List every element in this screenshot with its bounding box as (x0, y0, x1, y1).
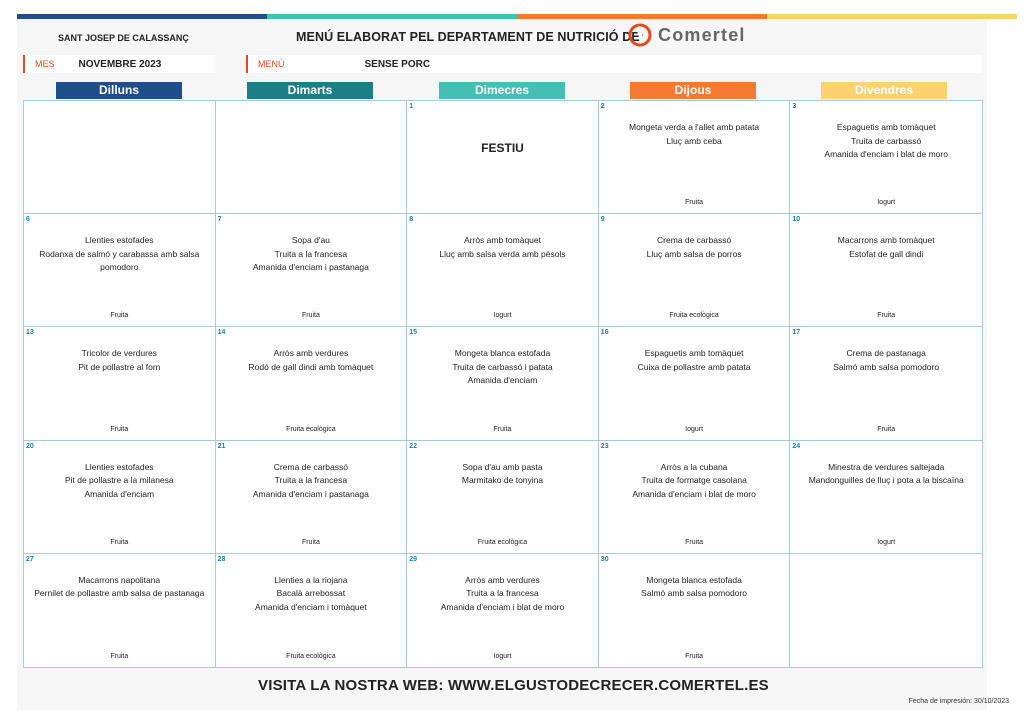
day-number: 17 (792, 329, 801, 337)
color-strip (17, 14, 1017, 19)
dish-item: Salmó amb salsa pomodoro (833, 361, 940, 372)
dish-item: Macarrons amb tomàquet (837, 235, 935, 246)
day-number: 30 (600, 555, 609, 563)
dish-item: Pernilet de pollastre amb salsa de pastanaga (34, 588, 205, 599)
menu-type-value: SENSE PORC (364, 58, 431, 70)
month-value: NOVEMBRE 2023 (78, 58, 162, 70)
dish-item: Pit de pollastre al forn (78, 361, 161, 372)
calendar-cell (790, 327, 982, 440)
dessert-label: Fruita (110, 652, 129, 660)
dish-list (790, 121, 982, 162)
print-date: Fecha de impresión: 30/10/2023 (908, 698, 1009, 705)
dish-item: Amanida d'enciam i blat de moro (824, 149, 948, 159)
dish-item: Llenties estofades (85, 235, 154, 246)
dessert-label: Fruita ecològica (286, 425, 336, 433)
calendar-cell (599, 554, 791, 667)
calendar-cell (599, 214, 791, 327)
dish-item: Llenties estofades (85, 461, 154, 472)
day-number: 2 (600, 103, 605, 110)
dish-list (790, 461, 982, 488)
dessert-label: Iogurt (685, 425, 704, 433)
dish-list (407, 461, 598, 488)
calendar-cell (407, 101, 599, 214)
day-number: 24 (792, 442, 801, 450)
calendar-cell (407, 441, 599, 554)
dish-item: Pit de pollastre a la milanesa (64, 475, 174, 486)
menu-title: MENÚ ELABORAT PEL DEPARTAMENT DE NUTRICIÓ DE: (296, 30, 645, 44)
day-header-divendres: Divendres (821, 82, 947, 99)
dessert-label: Fruita (685, 652, 704, 660)
dish-list (24, 461, 215, 502)
dessert-label: Fruita ecològica (286, 652, 336, 660)
day-header-dimecres: Dimecres (439, 82, 565, 99)
dish-item: Amanida d'enciam i pastanaga (252, 262, 369, 273)
dish-item: Amanida d'enciam (467, 375, 538, 386)
dish-item: Lluç amb salsa verda amb pèsols (439, 248, 566, 259)
dish-item: Mongeta blanca estofada (646, 574, 742, 585)
dish-item: Truita a la francesa (466, 588, 539, 599)
day-number: 29 (409, 555, 417, 563)
dish-list (24, 347, 215, 374)
dessert-label: Fruita (301, 312, 320, 320)
dessert-label: Fruita ecològica (669, 312, 719, 320)
dish-item: Mongeta verda a l'allet amb patata (629, 122, 760, 132)
comertel-swirl-icon (628, 23, 652, 47)
calendar-cell (24, 554, 216, 667)
dish-list (216, 461, 407, 502)
calendar-cell (216, 327, 408, 440)
day-number: 8 (409, 216, 414, 224)
calendar-cell (790, 554, 982, 667)
comertel-logo (628, 23, 746, 47)
dish-item: Amanida d'enciam i tomàquet (255, 601, 367, 612)
dish-list (599, 461, 790, 502)
dish-list (599, 234, 790, 261)
dish-list (599, 121, 790, 148)
dessert-label: Iogurt (877, 538, 896, 546)
calendar-cell (24, 214, 216, 327)
dish-item: Truita de carbassó i patata (452, 361, 553, 372)
calendar-cell (216, 441, 408, 554)
day-header-dilluns: Dilluns (56, 82, 182, 99)
month-label: MES (35, 59, 55, 69)
day-number: 13 (26, 329, 34, 337)
calendar-cell (599, 327, 791, 440)
school-name: SANT JOSEP DE CALASSANÇ (58, 33, 189, 43)
dessert-label: Fruita (493, 425, 512, 433)
dessert-label: Fruita (685, 199, 704, 207)
calendar-cell (790, 101, 982, 214)
day-number: 22 (409, 442, 417, 450)
dish-item: Salmó amb salsa pomodoro (641, 588, 748, 599)
dish-list (216, 574, 407, 615)
day-header-dijous: Dijous (630, 82, 756, 99)
dish-item: Cuixa de pollastre amb patata (637, 361, 751, 372)
dessert-label: Fruita (110, 425, 129, 433)
calendar-cell (24, 327, 216, 440)
dessert-label: Fruita (877, 425, 896, 433)
dish-item: Marmitako de tonyina (461, 475, 544, 486)
dish-item: Llenties a la riojana (274, 574, 348, 585)
dish-item: Arròs amb verdures (465, 574, 540, 585)
calendar-cell (599, 101, 791, 214)
dessert-label: Fruita (877, 312, 896, 320)
day-number: 10 (792, 216, 801, 224)
dish-item: Espaguetis amb tomàquet (836, 122, 936, 132)
brand-name: Comertel (658, 24, 746, 45)
dessert-label: Iogurt (493, 312, 512, 320)
dish-list (24, 234, 215, 275)
dish-item: Truita a la francesa (274, 248, 348, 259)
dish-item: Mandonguilles de lluç i pota a la biscaïna (808, 475, 964, 486)
calendar-cell (599, 441, 791, 554)
day-number: 20 (26, 442, 34, 450)
dish-list (407, 347, 598, 388)
dish-item: Crema de carbassó (657, 235, 732, 246)
dish-item: Estofat de gall dindi (849, 248, 924, 259)
dish-item: Rodó de gall dindi amb tomàquet (248, 361, 374, 372)
dish-item: Sopa d'au (291, 235, 330, 246)
dish-item: Amanida d'enciam i blat de moro (632, 488, 756, 499)
dish-list (790, 234, 982, 261)
dish-item: Minestra de verdures saltejada (828, 461, 945, 472)
day-number: 21 (217, 442, 226, 450)
calendar-cell (216, 101, 408, 214)
day-number: 23 (600, 442, 609, 450)
dish-item: Truita a la francesa (274, 475, 348, 486)
dish-item: Lluç amb ceba (666, 135, 722, 146)
day-number: 3 (792, 103, 797, 110)
dessert-label: Fruita (110, 538, 129, 546)
dish-item: Truita de formatge casolana (641, 475, 747, 486)
calendar-cell (24, 101, 216, 214)
dessert-label: Fruita ecològica (477, 538, 528, 546)
day-number: 6 (26, 216, 30, 224)
day-header-dimarts: Dimarts (247, 82, 373, 99)
calendar-cell (216, 214, 408, 327)
calendar-cell (407, 554, 599, 667)
dish-item: Truita de carbassó (851, 135, 922, 146)
day-number: 27 (26, 555, 34, 563)
dish-item: Sopa d'au amb pasta (462, 461, 543, 472)
dish-list (599, 347, 790, 374)
menu-type-field (246, 55, 982, 73)
calendar-cell (24, 441, 216, 554)
dish-list (790, 347, 982, 374)
website-banner: VISITA LA NOSTRA WEB: WWW.ELGUSTODECRECER.COMERTEL.ES (258, 677, 769, 694)
dish-item: Lluç amb salsa de porros (646, 248, 742, 259)
dish-item: Tricolor de verdures (81, 348, 157, 359)
dish-list (216, 347, 407, 374)
dish-item: Mongeta blanca estofada (454, 348, 551, 359)
dish-item: Arròs amb verdures (273, 348, 349, 359)
dish-item: Amanida d'enciam (84, 488, 155, 499)
day-number: 7 (217, 216, 222, 224)
month-field (23, 55, 215, 73)
dish-item: Crema de pastanaga (846, 348, 926, 359)
dessert-label: Iogurt (877, 199, 896, 207)
calendar-cell (216, 554, 408, 667)
dish-list (24, 574, 215, 601)
dish-item: Rodanxa de salmó y carabassa amb salsa pomodoro (39, 248, 200, 273)
calendar-cell (790, 214, 982, 327)
menu-type-label: MENÚ (258, 59, 285, 69)
menu-calendar (23, 100, 983, 668)
dish-list (407, 234, 598, 261)
dish-item: Arròs a la cubana (660, 461, 728, 472)
dish-item: Arròs amb tomàquet (463, 235, 541, 246)
dish-item: Macarrons napolitana (78, 574, 161, 585)
dish-item: Bacalà arrebossat (276, 588, 346, 599)
dessert-label: Fruita (685, 538, 704, 546)
dish-list (407, 574, 598, 615)
dish-item: Amanida d'enciam i blat de moro (440, 601, 565, 612)
calendar-cell (790, 441, 982, 554)
dessert-label: Fruita (110, 312, 129, 320)
dish-list (599, 574, 790, 601)
calendar-cell (407, 327, 599, 440)
dessert-label: Fruita (301, 538, 320, 546)
day-number: 15 (409, 329, 417, 337)
dish-item: Amanida d'enciam i pastanaga (252, 488, 369, 499)
dessert-label: Iogurt (493, 652, 512, 660)
dish-item: Espaguetis amb tomàquet (644, 348, 744, 359)
day-number: 28 (217, 555, 226, 563)
holiday-label: FESTIU (481, 141, 524, 155)
day-number: 14 (217, 329, 226, 337)
day-number: 1 (409, 103, 414, 110)
dish-item: Crema de carbassó (273, 461, 348, 472)
day-number: 9 (600, 216, 605, 224)
dish-list (216, 234, 407, 275)
day-number: 16 (600, 329, 609, 337)
calendar-cell (407, 214, 599, 327)
